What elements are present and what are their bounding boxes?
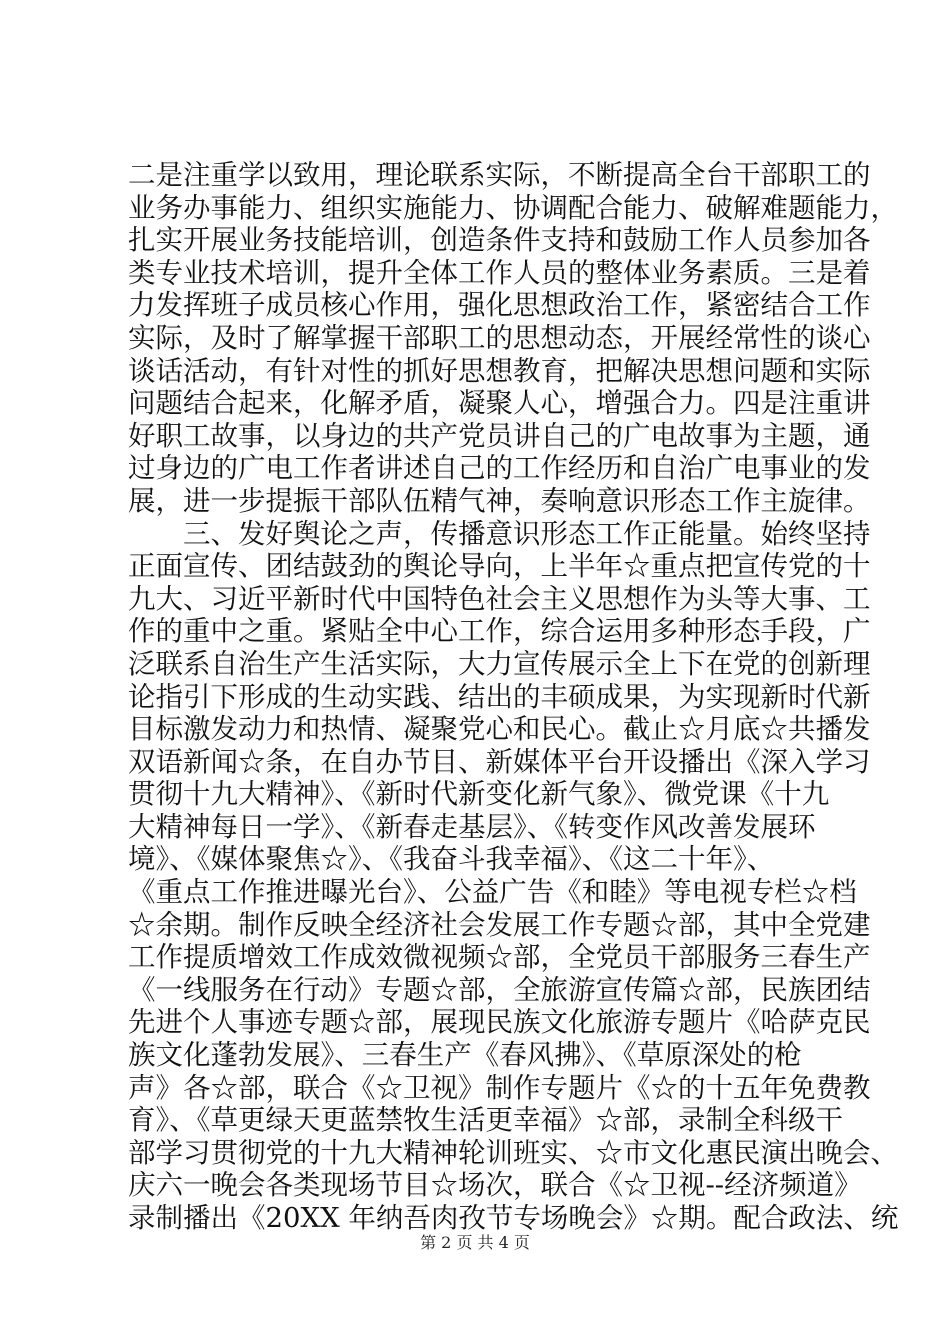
text-line: 双语新闻☆条，在自办节目、新媒体平台开设播出《深入学习	[128, 745, 871, 778]
text-line: 声》各☆部，联合《☆卫视》制作专题片《☆的十五年免费教	[128, 1071, 871, 1104]
text-line: 族文化蓬勃发展》、三春生产《春风拂》、《草原深处的枪	[128, 1039, 802, 1072]
body-text	[128, 159, 899, 1235]
text-line: 业务办事能力、组织实施能力、协调配合能力、破解难题能力，	[128, 191, 898, 224]
text-line: 作的重中之重。紧贴全中心工作，综合运用多种形态手段，广	[128, 615, 871, 648]
section-heading-line: 三、发好舆论之声，传播意识形态工作正能量。始终坚持	[128, 517, 871, 550]
text-line: 谈话活动，有针对性的抓好思想教育，把解决思想问题和实际	[128, 354, 871, 387]
text-line: 力发挥班子成员核心作用，强化思想政治工作，紧密结合工作	[128, 289, 871, 322]
text-line: 二是注重学以致用，理论联系实际，不断提高全台干部职工的	[128, 159, 871, 191]
text-line: 九大、习近平新时代中国特色社会主义思想作为头等大事、工	[128, 582, 871, 615]
text-line: 好职工故事，以身边的共产党员讲自己的广电故事为主题，通	[128, 419, 871, 452]
text-line: 泛联系自治生产生活实际，大力宣传展示全上下在党的创新理	[128, 647, 871, 680]
text-line: 大精神每日一学》、《新春走基层》、《转变作风改善发展环	[128, 810, 816, 843]
text-line: 境》、《媒体聚焦☆》、《我奋斗我幸福》、《这二十年》、	[128, 843, 775, 876]
text-line: 扎实开展业务技能培训，创造条件支持和鼓励工作人员参加各	[128, 224, 871, 257]
page-footer	[0, 1230, 950, 1253]
text-line: 《重点工作推进曝光台》、公益广告《和睦》等电视专栏☆档	[128, 876, 857, 909]
text-line: 类专业技术培训，提升全体工作人员的整体业务素质。三是着	[128, 256, 871, 289]
text-line: 《一线服务在行动》专题☆部，全旅游宣传篇☆部，民族团结	[128, 973, 871, 1006]
page-number-label: 第 2 页 共 4 页	[420, 1233, 530, 1252]
text-line: 论指引下形成的生动实践、结出的丰硕成果，为实现新时代新	[128, 680, 871, 713]
text-line: 部学习贯彻党的十九大精神轮训班实、☆市文化惠民演出晚会、	[128, 1136, 898, 1169]
text-line: 实际，及时了解掌握干部职工的思想动态，开展经常性的谈心	[128, 321, 871, 354]
text-line: 录制播出《20XX 年纳吾肉孜节专场晚会》☆期。配合政法、统	[128, 1202, 899, 1234]
text-line: 过身边的广电工作者讲述自己的工作经历和自治广电事业的发	[128, 452, 871, 485]
text-line: 育》、《草更绿天更蓝禁牧生活更幸福》☆部，录制全科级干	[128, 1104, 843, 1137]
text-line: ☆余期。制作反映全经济社会发展工作专题☆部，其中全党建	[128, 908, 871, 941]
text-line: 贯彻十九大精神》、《新时代新变化新气象》、微党课《十九	[128, 778, 830, 811]
text-line: 先进个人事迹专题☆部，展现民族文化旅游专题片《哈萨克民	[128, 1006, 871, 1039]
text-line: 展，进一步提振干部队伍精气神，奏响意识形态工作主旋律。	[128, 484, 871, 517]
text-line: 庆六一晚会各类现场节目☆场次，联合《☆卫视--经济频道》	[128, 1169, 862, 1202]
text-line: 目标激发动力和热情、凝聚党心和民心。截止☆月底☆共播发	[128, 713, 871, 746]
text-line: 工作提质增效工作成效微视频☆部，全党员干部服务三春生产	[128, 941, 871, 974]
text-line: 正面宣传、团结鼓劲的舆论导向，上半年☆重点把宣传党的十	[128, 550, 871, 583]
text-line: 问题结合起来，化解矛盾，凝聚人心，增强合力。四是注重讲	[128, 387, 871, 420]
